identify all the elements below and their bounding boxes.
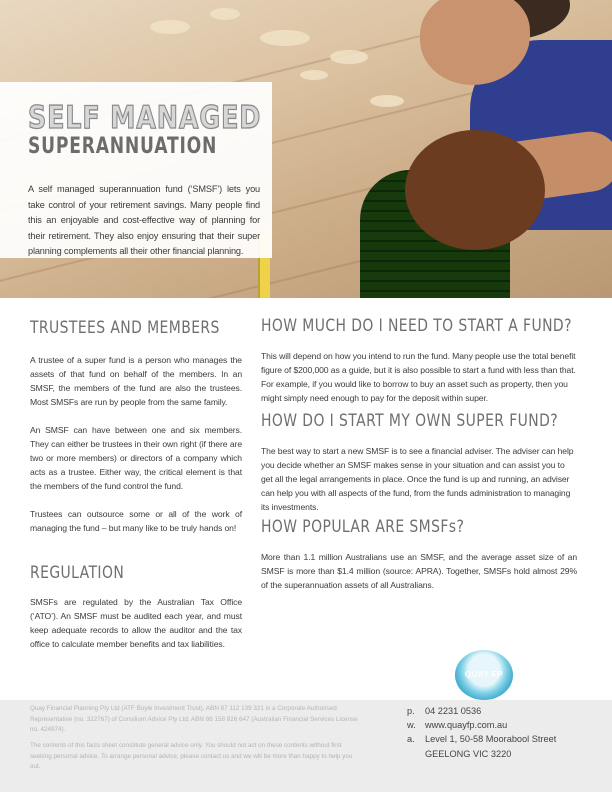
logo-text: QUAY FP [464, 670, 504, 679]
section-how-start [261, 411, 577, 514]
address-line-2: GEELONG VIC 3220 [425, 748, 512, 759]
phone-number[interactable]: 04 2231 0536 [425, 706, 482, 716]
section-heading: REGULATION [30, 563, 125, 583]
section-heading: HOW POPULAR ARE SMSFs? [261, 517, 465, 537]
advice-disclaimer: The contents of this facts sheet constitute general advice only. You should not act on these contents without first seeking personal advice. To arrange personal advice, please contact us and we will be more than happy to help you out. [30, 742, 353, 770]
section-paragraph: More than 1.1 million Australians use an SMSF, and the average asset size of an SMSF is more than $1.4 million (source: APRA). Together, SMSFs hold almost 29% of the superannuation assets of all Australians. [261, 552, 577, 590]
section-trustees [30, 318, 242, 535]
section-paragraph: The best way to start a new SMSF is to see a financial adviser. The adviser can help you decide whether an SMSF makes sense in your situation and can assist you to get all the legal arrangements in place. Once the fund is up and running, an adviser can help you with all aspects of the fund, from the funds administration to managing its investments. [261, 446, 574, 512]
wood-shaving [260, 30, 310, 46]
wood-shaving [210, 8, 240, 20]
section-heading: TRUSTEES AND MEMBERS [30, 318, 220, 338]
section-heading: HOW DO I START MY OWN SUPER FUND? [261, 411, 559, 431]
wood-shaving [330, 50, 368, 64]
quay-logo [455, 650, 515, 702]
intro-paragraph: A self managed superannuation fund (‘SMSF’) lets you take control of your retirement savings. Many people find this an enjoyable and cost-effective way of planning for their retirement. They also enjoy ensuring that their super planning complements all their other financial planning. [28, 184, 260, 256]
section-paragraph: Trustees can outsource some or all of the work of managing the fund – but many like to be truly hands on! [30, 509, 242, 533]
section-paragraph: SMSFs are regulated by the Australian Tax Office (‘ATO’). An SMSF must be audited each year, and must keep adequate records to allow the auditor and the tax office to calculate member benefits and tax liabilities. [30, 597, 242, 649]
contact-block [407, 704, 556, 761]
phone-key: p. [407, 706, 415, 716]
wood-shaving [370, 95, 404, 107]
page-title: SELF MANAGED [28, 100, 262, 136]
web-key: w. [407, 720, 416, 731]
wood-shaving [150, 20, 190, 34]
title-panel [0, 82, 272, 258]
contact-address [407, 732, 556, 746]
page-subtitle: SUPERANNUATION [28, 134, 218, 159]
section-how-much [261, 316, 577, 405]
section-popular [261, 517, 577, 592]
contact-address-2 [407, 747, 556, 761]
boy-head [405, 130, 545, 250]
wood-shaving [300, 70, 328, 80]
section-regulation [30, 563, 242, 651]
licence-disclaimer: Quay Financial Planning Pty Ltd (ATF Boyle Investment Trust), ABN 87 112 139 321 is a Corporate Authorised Representative (no. 322767) of Consilium Advice Pty Ltd, ABN 86 158 826 647 (Australian Financial Services License no. 424974). [30, 705, 358, 733]
address-line-1: Level 1, 50-58 Moorabool Street [425, 734, 557, 745]
section-paragraph: An SMSF can have between one and six members. They can either be trustees in their own right (if there are two or more members) or directors of a company which acts as a trustee. Either way, the critical element is that the members of the fund control the fund. [30, 425, 242, 491]
section-paragraph: This will depend on how you intend to run the fund. Many people use the total benefit figure of $200,000 as a guide, but it is also possible to start a fund with less than that. For example, if you would like to borrow to buy an asset such as property, then you might simply need enough to pay for the deposit within super. [261, 351, 576, 403]
section-heading: HOW MUCH DO I NEED TO START A FUND? [261, 316, 572, 336]
section-paragraph: A trustee of a super fund is a person who manages the assets of that fund on behalf of the members. In an SMSF, the members of the fund are also the trustees. Most SMSFs are run by people from the same family. [30, 355, 242, 407]
address-key: a. [407, 734, 415, 745]
contact-web [407, 718, 556, 732]
contact-phone [407, 704, 556, 718]
website-link[interactable]: www.quayfp.com.au [425, 720, 508, 731]
